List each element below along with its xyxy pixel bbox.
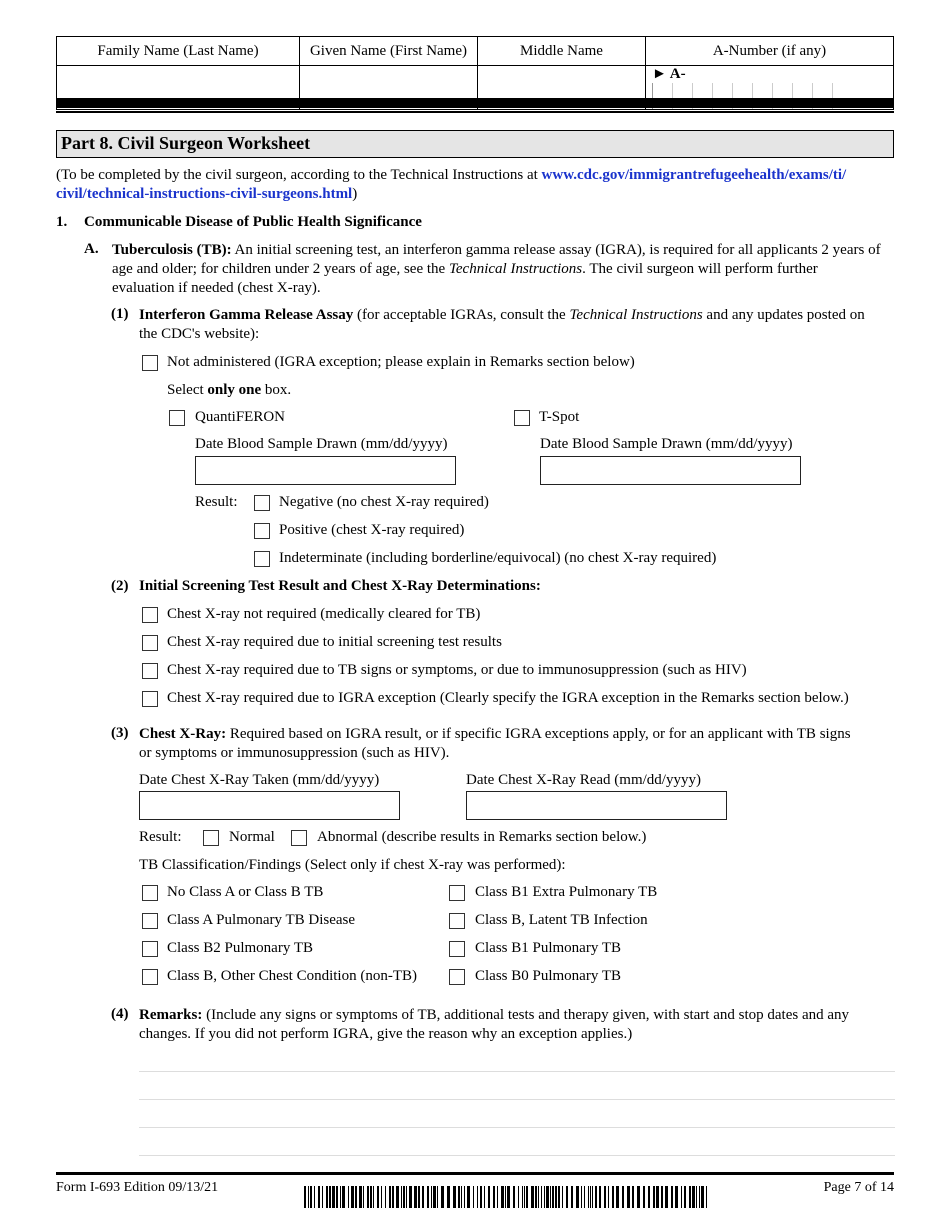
- class-right-checkbox[interactable]: [449, 941, 465, 957]
- normal-checkbox[interactable]: [203, 830, 219, 846]
- not-administered-label: Not administered (IGRA exception; please explain in Remarks section below): [167, 354, 635, 370]
- part-title: Part 8. Civil Surgeon Worksheet: [56, 130, 894, 158]
- class-right-label: Class B1 Extra Pulmonary TB: [475, 884, 658, 900]
- tspot-date-label: Date Blood Sample Drawn (mm/dd/yyyy): [540, 436, 793, 452]
- quantiferon-checkbox[interactable]: [169, 410, 185, 426]
- xray-symptoms-checkbox[interactable]: [142, 663, 158, 679]
- class-left-checkbox[interactable]: [142, 969, 158, 985]
- class-right-checkbox[interactable]: [449, 885, 465, 901]
- normal-label: Normal: [229, 829, 275, 845]
- class-left-label: Class A Pulmonary TB Disease: [167, 912, 356, 928]
- class-right-label: Class B, Latent TB Infection: [475, 912, 648, 928]
- abnormal-checkbox[interactable]: [291, 830, 307, 846]
- xray-symptoms-label: Chest X-ray required due to TB signs or symptoms, or due to immunosuppression (such as HIV): [167, 662, 747, 678]
- cdc-link-cont[interactable]: civil/technical-instructions-civil-surgeons.html: [56, 186, 353, 202]
- negative-label: Negative (no chest X-ray required): [279, 494, 489, 510]
- class-left-checkbox[interactable]: [142, 885, 158, 901]
- select-one-instruction: Select only one box.: [167, 382, 292, 398]
- xray-result-label: Result:: [139, 829, 182, 845]
- screening-title: Initial Screening Test Result and Chest X-Ray Determinations:: [139, 578, 541, 594]
- indeterminate-label: Indeterminate (including borderline/equivocal) (no chest X-ray required): [279, 550, 717, 566]
- positive-label: Positive (chest X-ray required): [279, 522, 465, 538]
- page-number: Page 7 of 14: [823, 1180, 894, 1195]
- igra-description: Interferon Gamma Release Assay (for acceptable IGRAs, consult the Technical Instructions and any updates posted on the CDC's website):: [139, 307, 865, 342]
- a-number-label: A-Number (if any): [646, 37, 894, 66]
- section-title: Communicable Disease of Public Health Significance: [84, 214, 422, 230]
- xray-date-taken-field[interactable]: [139, 791, 400, 820]
- quantiferon-label: QuantiFERON: [195, 409, 285, 425]
- subsection-letter: A.: [84, 241, 99, 257]
- class-right-label: Class B0 Pulmonary TB: [475, 968, 621, 984]
- indeterminate-checkbox[interactable]: [254, 551, 270, 567]
- footer-rule: [56, 1172, 894, 1175]
- positive-checkbox[interactable]: [254, 523, 270, 539]
- xray-igra-exception-label: Chest X-ray required due to IGRA exception (Clearly specify the IGRA exception in the Remarks section below.): [167, 690, 849, 706]
- classification-label: TB Classification/Findings (Select only if chest X-ray was performed):: [139, 857, 566, 873]
- class-left-label: Class B2 Pulmonary TB: [167, 940, 313, 956]
- xray-screening-checkbox[interactable]: [142, 635, 158, 651]
- abnormal-label: Abnormal (describe results in Remarks section below.): [317, 829, 647, 845]
- xray-date-read-field[interactable]: [466, 791, 727, 820]
- screening-number: (2): [111, 578, 129, 594]
- xray-not-required-checkbox[interactable]: [142, 607, 158, 623]
- barcode: [304, 1186, 712, 1208]
- quantiferon-date-field[interactable]: [195, 456, 456, 485]
- family-name-label: Family Name (Last Name): [57, 37, 300, 66]
- tb-description: Tuberculosis (TB): An initial screening test, an interferon gamma release assay (IGRA), is required for all applicants 2 years of age and older; for children under 2 years of age, see the Technical Instructions. The civil surgeon will perform further evaluation if needed (chest X-ray).: [112, 242, 881, 296]
- class-right-checkbox[interactable]: [449, 969, 465, 985]
- remarks-description: Remarks: (Include any signs or symptoms of TB, additional tests and therapy given, with start and stop dates and any changes. If you did not perform IGRA, give the reason why an exception applies.): [139, 1007, 850, 1042]
- xray-not-required-label: Chest X-ray not required (medically cleared for TB): [167, 606, 481, 622]
- remarks-number: (4): [111, 1006, 129, 1022]
- tspot-checkbox[interactable]: [514, 410, 530, 426]
- xray-screening-label: Chest X-ray required due to initial screening test results: [167, 634, 502, 650]
- class-left-label: No Class A or Class B TB: [167, 884, 324, 900]
- xray-igra-exception-checkbox[interactable]: [142, 691, 158, 707]
- a-number-prefix: ► A-: [652, 66, 686, 83]
- class-left-checkbox[interactable]: [142, 941, 158, 957]
- given-name-label: Given Name (First Name): [300, 37, 478, 66]
- form-edition: Form I-693 Edition 09/13/21: [56, 1180, 219, 1195]
- class-right-checkbox[interactable]: [449, 913, 465, 929]
- class-left-checkbox[interactable]: [142, 913, 158, 929]
- class-right-label: Class B1 Pulmonary TB: [475, 940, 621, 956]
- tspot-date-field[interactable]: [540, 456, 801, 485]
- igra-number: (1): [111, 306, 129, 322]
- part-intro: (To be completed by the civil surgeon, according to the Technical Instructions at www.cdc.gov/immigrantrefugeehealth/exams/ti/ civil/technical-instructions-civil-surgeons.html): [56, 167, 847, 202]
- xray-date-taken-label: Date Chest X-Ray Taken (mm/dd/yyyy): [139, 772, 380, 788]
- class-left-label: Class B, Other Chest Condition (non-TB): [167, 968, 417, 984]
- xray-date-read-label: Date Chest X-Ray Read (mm/dd/yyyy): [466, 772, 701, 788]
- tspot-label: T-Spot: [539, 409, 580, 425]
- cdc-link[interactable]: www.cdc.gov/immigrantrefugeehealth/exams/ti/: [541, 167, 847, 183]
- xray-description: Chest X-Ray: Required based on IGRA result, or if specific IGRA exceptions apply, or for an applicant with TB signs or symptoms or immunosuppression (such as HIV).: [139, 726, 851, 761]
- not-administered-checkbox[interactable]: [142, 355, 158, 371]
- negative-checkbox[interactable]: [254, 495, 270, 511]
- igra-result-label: Result:: [195, 494, 238, 510]
- middle-name-label: Middle Name: [478, 37, 646, 66]
- quantiferon-date-label: Date Blood Sample Drawn (mm/dd/yyyy): [195, 436, 448, 452]
- xray-number: (3): [111, 725, 129, 741]
- section-number: 1.: [56, 214, 68, 230]
- header-separator: [56, 98, 894, 108]
